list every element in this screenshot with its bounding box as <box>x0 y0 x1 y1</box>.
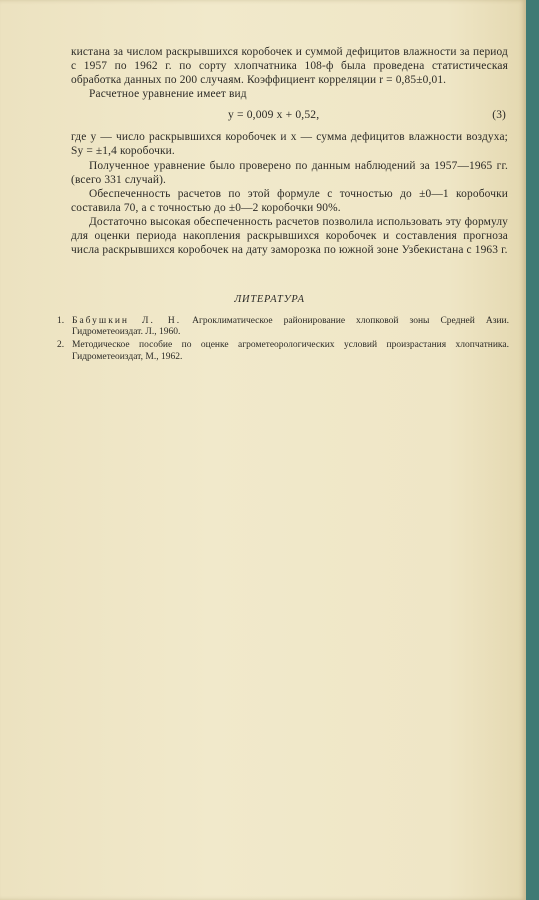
reference-text: Агроклиматическое районирование хлопковой зоны Средней Азии. Гидрометеоиздат. Л., 1960. <box>72 316 510 338</box>
reference-item <box>57 316 509 338</box>
paragraph-equation-intro: Расчетное уравнение имеет вид <box>89 88 247 101</box>
references-heading: ЛИТЕРАТУРА <box>234 294 305 305</box>
paragraph-accuracy: Обеспеченность расчетов по этой формуле с точностью до ±0—1 коробочки составила 70, а с точностью до ±0—2 коробочки 90%. <box>71 187 508 214</box>
regression-equation: y = 0,009 x + 0,52, <box>228 108 320 122</box>
reference-item <box>57 340 509 362</box>
body-text <box>71 45 508 257</box>
references-list <box>57 316 509 365</box>
reference-text: Методическое пособие по оценке агрометеорологических условий произрастания хлопчатника. Гидрометеоиздат, М., 1962. <box>72 340 509 362</box>
paragraph-variables: где y — число раскрывшихся коробочек и x — сумма дефицитов влажности воздуха; Sy = ±1,4 коробочки. <box>71 131 508 158</box>
paragraph-conclusion: Достаточно высокая обеспеченность расчетов позволила использовать эту формулу для оценки периода накопления раскрывшихся коробочек и составления прогноза числа раскрывшихся коробочек на дату заморозка по южной зоне Узбекистана с 1963 г. <box>71 215 508 257</box>
reference-number: 1. <box>57 316 65 326</box>
equation-number: (3) <box>492 109 506 122</box>
equation-row <box>71 104 508 128</box>
paragraph-correlation: кистана за числом раскрывшихся коробочек и суммой дефицитов влажности за период с 1957 по 1962 г. по сорту хлопчатника 108-ф была проведена статистическая обработка данных по 200 случаям. Коэффициент корреляции r = 0,85±0,01. <box>71 46 508 87</box>
reference-author: Бабушкин Л. Н. <box>72 316 182 326</box>
reference-number: 2. <box>57 340 65 351</box>
paragraph-verification: Полученное уравнение было проверено по данным наблюдений за 1957—1965 гг. (всего 331 случай). <box>71 159 508 186</box>
